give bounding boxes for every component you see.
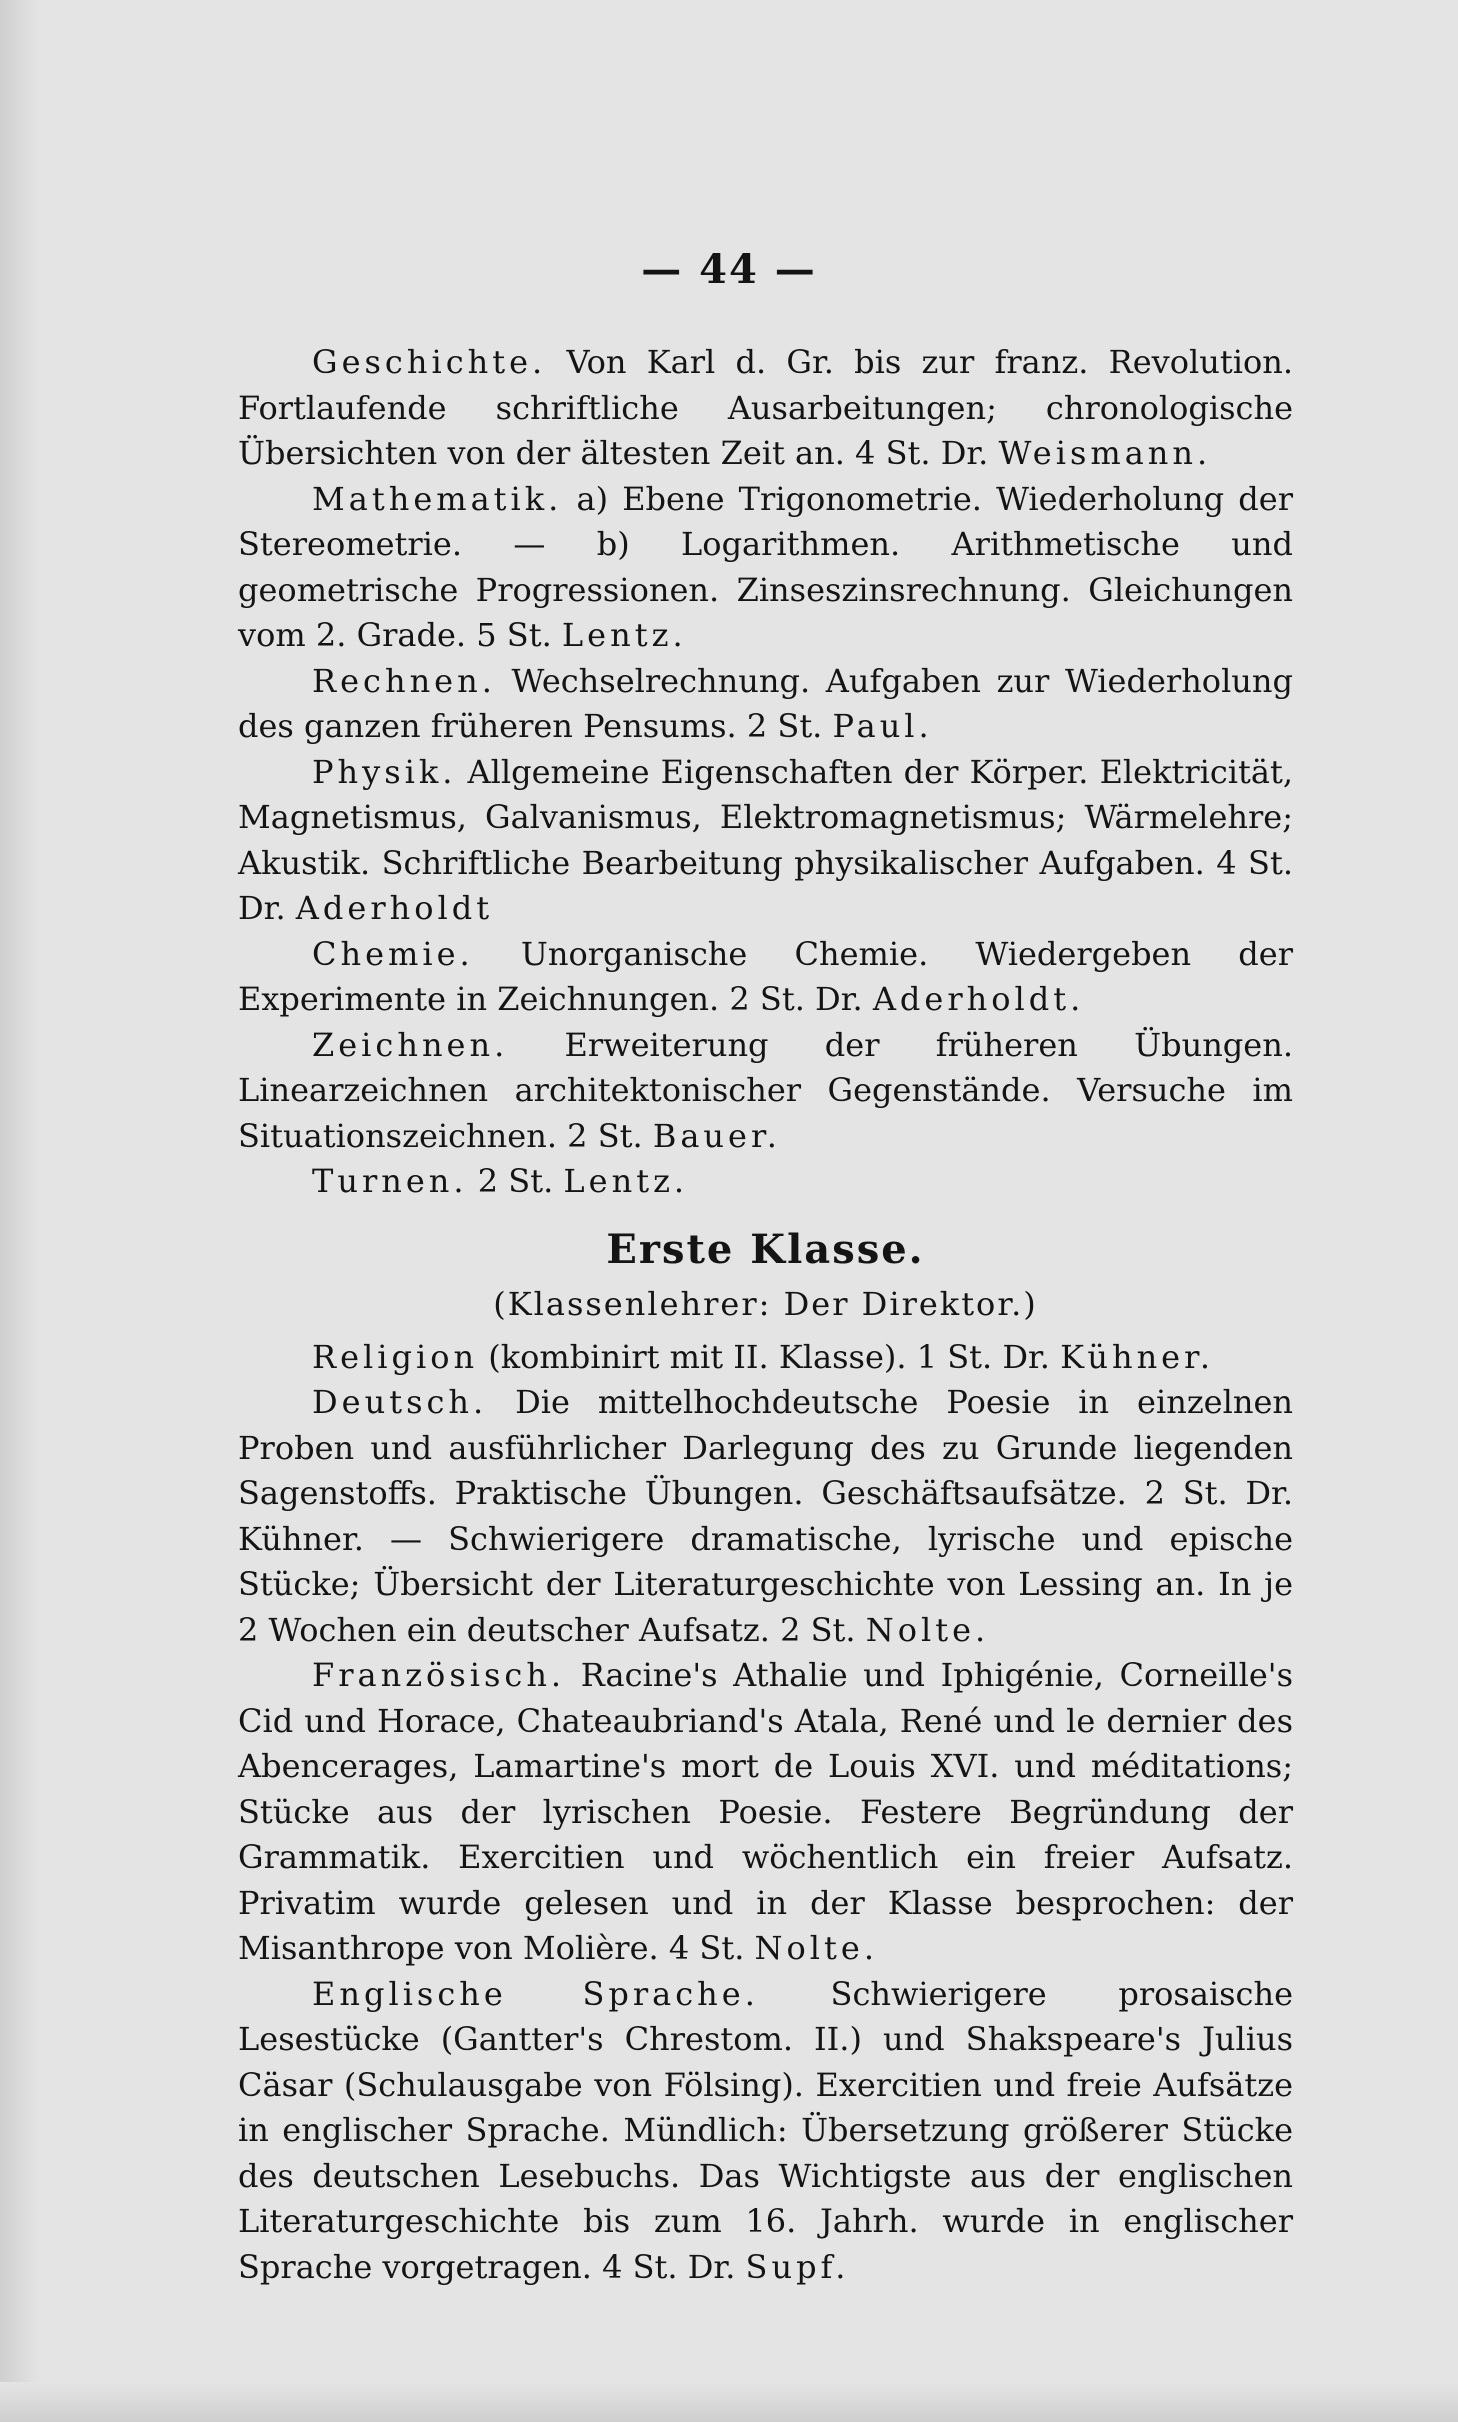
subject-label: Deutsch. [312,1383,488,1421]
subject-label: Französisch. [312,1656,566,1694]
page-body [238,340,1293,2290]
page-bottom-edge-shadow [0,2382,1458,2422]
teacher-name: Supf. [745,2247,850,2286]
paragraph-text: Erweiterung der früheren Übungen. Linearzeichnen architektonischer Gegenstände. Versuche im Situationszeichnen. 2 St. [238,1025,1294,1155]
class-heading: Erste Klasse. [606,1225,925,1273]
paragraph-text: Racine's Athalie und Iphigénie, Corneille's Cid und Horace, Chateaubriand's Atala, René und le dernier des Abencerages, Lamartine's mort de Louis XVI. und méditations; Stücke aus der lyrischen Poesie. Festere Begründung der Grammatik. Exercitien und wöchentlich ein freier Aufsatz. Privatim wurde gelesen und in der Klasse besprochen: der Misanthrope von Molière. 4 St. [238,1656,1294,1967]
teacher-name: Lentz. [563,1162,689,1200]
teacher-name: Paul. [832,707,933,745]
paragraph-chemie [238,932,1293,1023]
subject-label: Zeichnen. [312,1025,509,1064]
subject-label: Rechnen. [312,661,496,700]
paragraph-mathematik [238,477,1293,659]
teacher-name: Aderholdt [295,889,494,927]
paragraph-englisch [238,1972,1293,2291]
subject-label: Physik. [312,752,457,791]
paragraph-religion [238,1335,1293,1381]
paragraph-franzoesisch [238,1653,1293,1972]
subject-label: Geschichte. [312,343,547,381]
paragraph-text: Unorganische Chemie. Wiedergeben der Experimente in Zeichnungen. 2 St. Dr. [238,934,1294,1018]
paragraph-text: Allgemeine Eigenschaften der Körper. Elektricität, Magnetismus, Galvanismus, Elektromagnetismus; Wärmelehre; Akustik. Schriftliche Bearbeitung physikalischer Aufgaben. 4 St. Dr. [238,752,1294,927]
teacher-name: Lentz. [561,616,687,654]
subject-label: Chemie. [312,934,474,973]
teacher-name: Nolte. [754,1929,878,1967]
teacher-name: Bauer. [652,1116,781,1155]
teacher-name: Aderholdt. [872,980,1085,1018]
paragraph-text: (kombinirt mit II. Klasse). 1 St. Dr. [488,1337,1050,1376]
subject-label: Religion [312,1337,479,1376]
page-number: — 44 — [641,246,817,293]
class-subheading: (Klassenlehrer: Der Direktor.) [493,1284,1038,1323]
paragraph-zeichnen [238,1023,1293,1160]
paragraph-text: a) Ebene Trigonometrie. Wiederholung der Stereometrie. — b) Logarithmen. Arithmetische und geometrische Progressionen. Zinseszinsrechnung. Gleichungen vom 2. Grade. 5 St. [238,479,1294,654]
paragraph-deutsch [238,1380,1293,1653]
subject-label: Englische Sprache. [312,1974,759,2013]
paragraph-text: Die mittelhochdeutsche Poesie in einzelnen Proben und ausführlicher Darlegung des zu Grunde liegenden Sagenstoffs. Praktische Übungen. Geschäftsaufsätze. 2 St. Dr. Kühner. — Schwierigere dramatische, lyrische und epische Stücke; Übersicht der Literaturgeschichte von Lessing an. In je 2 Wochen ein deutscher Aufsatz. 2 St. [238,1383,1294,1649]
teacher-name: Nolte. [865,1610,990,1649]
paragraph-turnen [238,1159,1293,1205]
subject-label: Mathematik. [312,479,563,518]
paragraph-physik [238,750,1293,932]
paragraph-text: Von Karl d. Gr. bis zur franz. Revolution. Fortlaufende schriftliche Ausarbeitungen; chronologische Übersichten von der ältesten Zeit an. 4 St. Dr. [238,343,1294,472]
paragraph-text: Wechselrechnung. Aufgaben zur Wiederholung des ganzen früheren Pensums. 2 St. [238,661,1293,745]
teacher-name: Kühner. [1060,1337,1215,1376]
teacher-name: Weismann. [998,434,1212,472]
paragraph-geschichte [238,340,1293,477]
paragraph-text: 2 St. [477,1162,554,1200]
page-left-edge-shadow [0,0,40,2422]
paragraph-rechnen [238,659,1293,750]
subject-label: Turnen. [312,1162,468,1200]
paragraph-text: Schwierigere prosaische Lesestücke (Gantter's Chrestom. II.) und Shakspeare's Julius Cäsar (Schulausgabe von Fölsing). Exercitien und freie Aufsätze in englischer Sprache. Mündlich: Übersetzung größerer Stücke des deutschen Lesebuchs. Das Wichtigste aus der englischen Literaturgeschichte bis zum 16. Jahrh. wurde in englischer Sprache vorgetragen. 4 St. Dr. [238,1974,1294,2286]
